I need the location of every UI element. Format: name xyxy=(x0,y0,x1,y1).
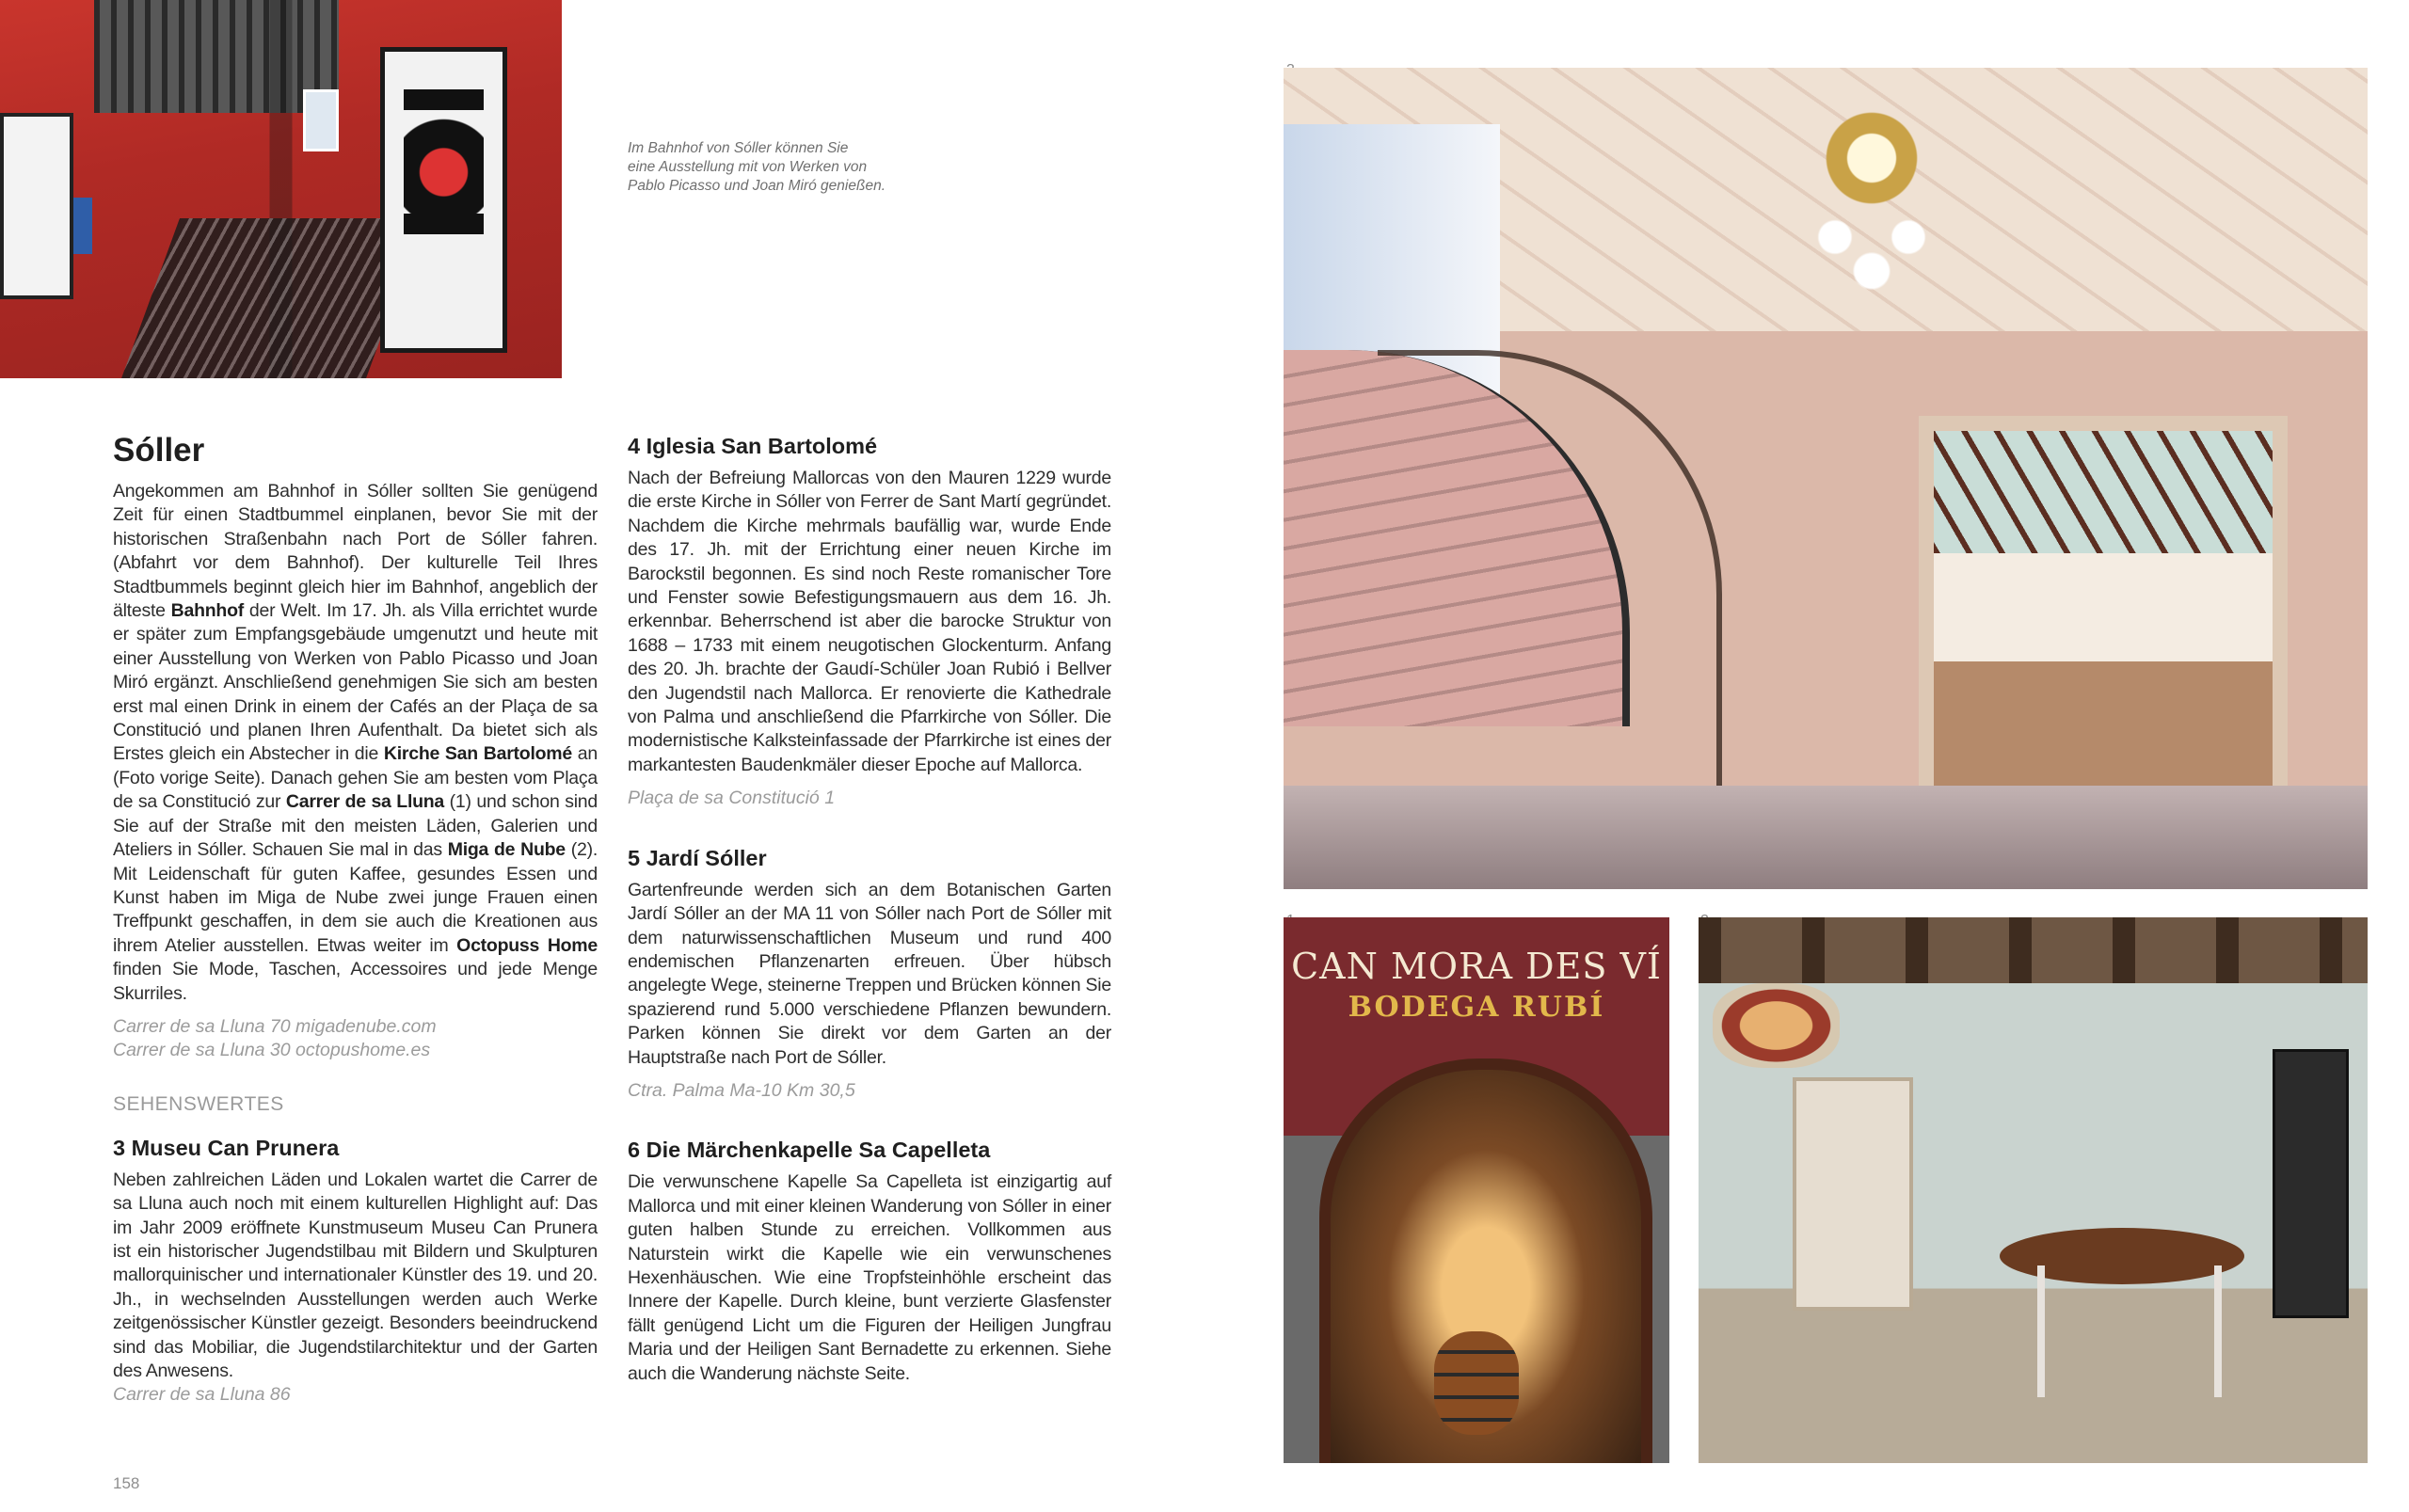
shop-photo xyxy=(1699,917,2368,1463)
photo-caption xyxy=(628,139,929,196)
jardi-title: 5 Jardí Sóller xyxy=(628,845,767,870)
bodega-sign-name: CAN MORA DES VÍ xyxy=(1291,946,1662,987)
gallery-window xyxy=(303,89,339,151)
highlighted-place: Miga de Nube xyxy=(447,839,566,861)
paragraph-text: Angekommen am Bahnhof in Sóller sollten Sie genügend Zeit für einen Stadtbummel einplanen, bevor Sie mit der historischen Straßenbahn nach Port de Sóller fahren. (Abfahrt vor dem Bahnhof). Der kulturelle Teil Ihres Stadtbummels beginnt gleich hier im Bahnhof, angeblich der älteste xyxy=(113,481,598,622)
caption-line: eine Ausstellung mit von Werken von xyxy=(628,159,868,175)
wall-panel xyxy=(73,198,92,254)
section-title-soller: Sóller xyxy=(113,432,205,469)
soller-address-1: Carrer de sa Lluna 70 migadenube.com xyxy=(113,1015,437,1037)
soller-address-2: Carrer de sa Lluna 30 octopushome.es xyxy=(113,1040,431,1061)
capella-title: 6 Die Märchenkapelle Sa Capelleta xyxy=(628,1138,991,1163)
highlighted-place: Bahnhof xyxy=(170,600,244,622)
museu-title: 3 Museu Can Prunera xyxy=(113,1135,340,1160)
paragraph-text: (1) und schon sind Sie auf der Straße mit den meisten Läden, Galerien und Ateliers in Sóller. Schauen Sie mal in das xyxy=(113,791,598,861)
highlighted-place: Carrer de sa Lluna xyxy=(285,791,445,813)
glass-floor xyxy=(121,218,424,378)
display-cabinet xyxy=(2273,1049,2349,1318)
ceramic-vase xyxy=(1713,983,1840,1068)
chandelier xyxy=(1811,68,1933,294)
staircase-photo xyxy=(1284,68,2368,889)
paragraph-text: an (Foto vorige Seite). Danach gehen Sie am besten vom Plaça de sa Constitució zur xyxy=(113,743,598,813)
soller-intro-paragraph xyxy=(113,480,598,1006)
highlighted-place: Kirche San Bartolomé xyxy=(383,743,572,765)
iglesia-address: Plaça de sa Constitució 1 xyxy=(628,788,836,809)
highlighted-place: Octopuss Home xyxy=(456,934,598,956)
capella-body: Die verwunschene Kapelle Sa Capelleta ist einzigartig auf Mallorca und mit einer kleinen Wanderung von Sóller in einer guten halben Stunde zu erreichen. Vollkommen aus Naturstein wirkt die Kapelle wie ein verwunschenes Hexenhäuschen. Wie eine Tropfsteinhöhle erscheint das Innere der Kapelle. Durch kleine, bunt verzierte Glasfenster fällt genügend Licht um die Figuren der Heiligen Jungfrau Maria und der Heiligen Sant Bernadette zu erkennen. Siehe auch die Wanderung nächste Seite. xyxy=(628,1171,1111,1384)
museu-address: Carrer de sa Lluna 86 xyxy=(113,1384,291,1406)
miro-artwork xyxy=(380,47,507,353)
iglesia-body: Nach der Befreiung Mallorcas von den Mauren 1229 wurde die erste Kirche in Sóller von Ferrer de Sant Martí gegründet. Nachdem die Kirche mehrmals baufällig war, wurde Ende des 17. Jh. mit der Errichtung einer neuen Kirche im Barockstil begonnen. Es sind noch Reste romanischer Tore und Fenster sowie Befestigungsmauern aus dem 16. Jh. erkennbar. Beherrschend ist aber die barocke Struktur von 1688 – 1733 mit einem neugotischen Glockenturm. Anfang des 20. Jh. brachte der Gaudí-Schüler Joan Rubió i Bellver den Jugendstil nach Mallorca. Er renovierte die Kathedrale von Palma und anschließend die Pfarrkirche von Sóller. Die modernistische Kalksteinfassade der Pfarrkirche ist eines der markantesten Baudenkmäler dieser Epoche auf Mallorca. xyxy=(628,468,1111,775)
left-text-column xyxy=(113,433,598,1408)
middle-text-column xyxy=(628,433,1111,1386)
iglesia-title: 4 Iglesia San Bartolomé xyxy=(628,434,878,458)
jardi-address: Ctra. Palma Ma-10 Km 30,5 xyxy=(628,1079,855,1101)
painted-hutch xyxy=(1793,1077,1913,1311)
bodega-sign-subtitle: BODEGA RUBÍ xyxy=(1348,991,1605,1024)
page-number: 158 xyxy=(113,1474,140,1492)
paragraph-text: (2). Mit Leidenschaft für guten Kaffee, gesundes Essen und Kunst haben im Miga de Nube zwei junge Frauen einen Treffpunkt geschaffen, in dem sie auch die Kreationen aus ihrem Atelier ausstellen. Etwas weiter im xyxy=(113,839,598,956)
museu-body: Neben zahlreichen Läden und Lokalen wartet die Carrer de sa Lluna auch noch mit einem kulturellen Highlight auf: Das im Jahr 2009 eröffnete Kunstmuseum Museu Can Prunera ist ein historischer Jugendstilbau mit Bildern und Skulpturen mallorquinischer und internationaler Künstler des 19. und 20. Jh., in wechselnden Ausstellungen werden auch Werke zeitgenössischer Künstler gezeigt. Besonders beeindruckend sind das Mobiliar, die Jugendstilarchitektur und der Garten des Anwesens. xyxy=(113,1169,598,1381)
sehenswertes-label: SEHENSWERTES xyxy=(113,1092,284,1115)
ceiling-beams xyxy=(1699,917,2368,983)
caption-line: Im Bahnhof von Sóller können Sie xyxy=(628,140,849,156)
paragraph-text: finden Sie Mode, Taschen, Accessoires und jede Menge Skurriles. xyxy=(113,959,598,1004)
artwork-frame xyxy=(0,113,73,299)
bodega-photo xyxy=(1284,917,1669,1463)
gallery-photo xyxy=(0,0,562,378)
jardi-body: Gartenfreunde werden sich an dem Botanischen Garten Jardí Sóller an der MA 11 von Sóller nach Port de Sóller mit dem naturwissenschaftlichen Museum und rund 400 endemischen Pflanzenarten erfreuen. Über hübsch angelegte Wege, steinerne Treppen und Brücken können Sie spazierend rund 5.000 verschiedene Pflanzen bewundern. Parken können Sie direkt vor dem Garten an der Hauptstraße nach Port de Sóller. xyxy=(628,879,1111,1068)
caption-line: Pablo Picasso und Joan Miró genießen. xyxy=(628,178,885,194)
paragraph-text: der Welt. Im 17. Jh. als Villa errichtet wurde er später zum Empfangsgebäude umgenutzt und heute mit einer Ausstellung von Werken von Pablo Picasso und Joan Miró ergänzt. Anschließend genehmigen Sie sich am besten erst mal einen Drink in einem der Cafés an der Plaça de sa Constitució und planen Ihren Aufenthalt. Da bietet sich als Erstes gleich ein Abstecher in die xyxy=(113,600,598,765)
tiled-floor xyxy=(1284,786,2368,889)
wine-barrel xyxy=(1434,1331,1519,1435)
stair-railing xyxy=(1378,350,1722,788)
round-table xyxy=(2000,1228,2244,1284)
